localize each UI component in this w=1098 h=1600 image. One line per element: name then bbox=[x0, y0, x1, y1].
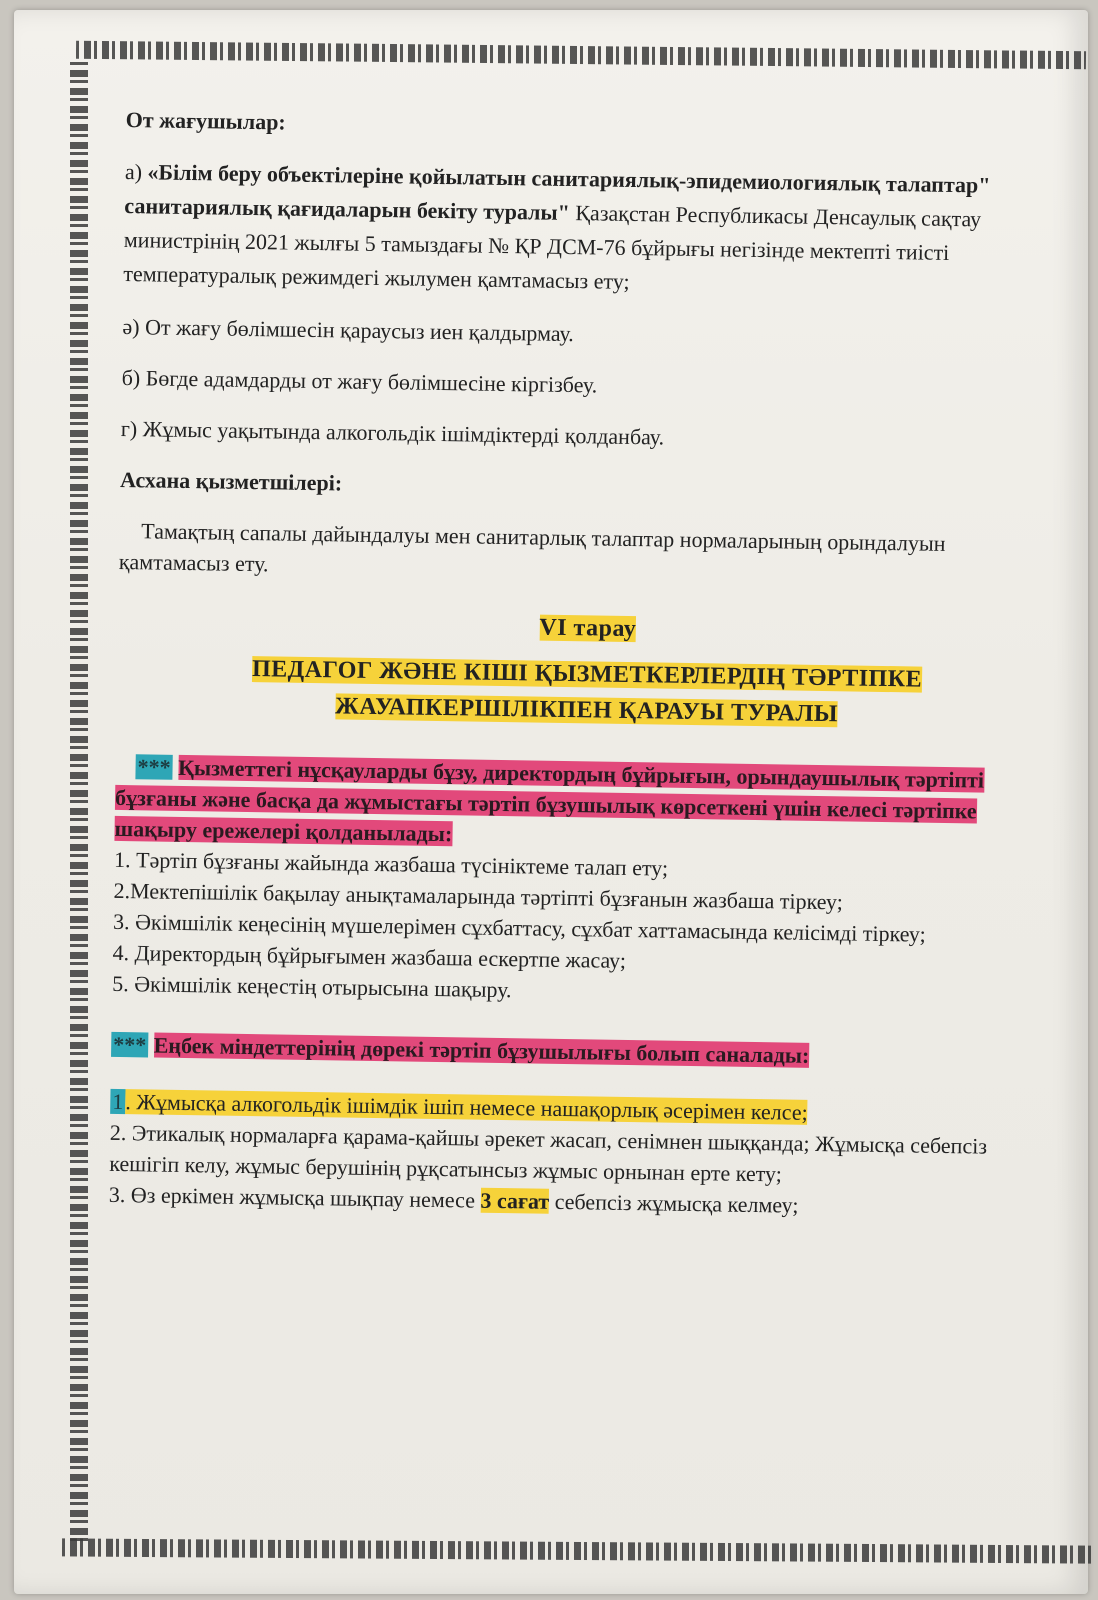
kitchen-heading: Асхана қызметшілері: bbox=[119, 466, 343, 496]
fire-heading: От жағушылар: bbox=[125, 106, 286, 135]
section-title-line-2: ЖАУАПКЕРШІЛІКПЕН ҚАРАУЫ ТУРАЛЫ bbox=[334, 693, 839, 728]
gross-item-1-text: . Жұмысқа алкогольдік ішімдік ішіп немесе нашақорлық әсерімен келсе; bbox=[125, 1089, 808, 1125]
section-number-label: VI тарау bbox=[539, 614, 637, 643]
violations-intro-text: Қызметтегі нұсқауларды бұзу, директордың бұйрығын, орындаушылық тәртіпті бұзғаны және басқа да жұмыстағы тәртіп бұзушылық көрсеткені үшін келесі тәртіпке шақыру ережелері қолданылады: bbox=[114, 754, 985, 847]
item-a-prefix: а) bbox=[124, 158, 143, 185]
decorative-border-left bbox=[70, 62, 88, 1546]
gross-item-2: 2. Этикалық нормаларға қарама-қайшы әрекет жасап, сенімнен шыққанда; Жұмысқа себепсіз кешігіп келу, жұмыс берушінің рұқсатынсыз жұмыс орнынан ерте кету; bbox=[109, 1119, 988, 1187]
item-b: б) Бөгде адамдарды от жағу бөлімшесіне кіргізбеу. bbox=[121, 364, 598, 398]
gross-heading bbox=[111, 1029, 1051, 1075]
measures-list bbox=[112, 844, 1054, 1014]
item-ae: ә) От жағу бөлімшесін қараусыз иен қалдырмау. bbox=[122, 313, 574, 347]
decorative-border-bottom bbox=[62, 1538, 1092, 1563]
measure-item: 3. Әкімшілік кеңесінің мүшелерімен сұхбаттасу, сұхбат хаттамасында келісімді тіркеу; bbox=[112, 908, 926, 947]
item-a-text: Қазақстан Республикасы Денсаулық сақтау министрінің 2021 жылғы 5 тамыздағы № ҚР ДСМ-76 бұйрығы негізінде мектепті тиісті температуралық режимдегі жылумен қамтамасыз ету; bbox=[123, 200, 982, 294]
stars-marker: *** bbox=[137, 754, 171, 780]
item-g: г) Жұмыс уақытында алкогольдік ішімдіктерді қолданбау. bbox=[120, 415, 665, 450]
gross-item-3-pre: 3. Өз еркімен жұмысқа шықпау немесе bbox=[108, 1181, 476, 1213]
document-content bbox=[109, 104, 1066, 1225]
item-a bbox=[123, 155, 1065, 306]
measure-item: 2.Мектепішілік бақылау анықтамаларында тәртіпті бұзғанын жазбаша тіркеу; bbox=[113, 877, 844, 915]
measure-item: 5. Әкімшілік кеңестің отырысына шақыру. bbox=[111, 970, 512, 1003]
section-number bbox=[118, 603, 1058, 654]
item-a-title: «Білім беру объектілеріне қойылатын санитариялық-эпидемиологиялық талаптар" санитариялық қағидаларын бекіту туралы" bbox=[124, 159, 991, 225]
kitchen-text: Тамақтың сапалы дайындалуы мен санитарлық талаптар нормаларының орындалуын қамтамасыз ету. bbox=[118, 518, 946, 577]
decorative-border-top bbox=[76, 41, 1086, 70]
gross-item-1-number: 1 bbox=[112, 1088, 124, 1115]
measure-item: 4. Директордың бұйрығымен жазбаша ескертпе жасау; bbox=[112, 939, 627, 973]
gross-item-3-post: себепсіз жұмысқа келмеу; bbox=[554, 1188, 799, 1218]
section-title-line-1: ПЕДАГОГ ЖӘНЕ КІШІ ҚЫЗМЕТКЕРЛЕРДІҢ ТӘРТІПКЕ bbox=[251, 656, 923, 693]
section-title bbox=[116, 649, 1057, 736]
violations-intro bbox=[114, 751, 1055, 859]
measure-item: 1. Тәртіп бұзғаны жайында жазбаша түсініктеме талап ету; bbox=[113, 846, 669, 881]
gross-heading-text: Еңбек міндеттерінің дөрекі тәртіп бұзушылығы болып саналады: bbox=[153, 1032, 810, 1068]
gross-item-3-highlight: 3 сағат bbox=[480, 1187, 550, 1214]
stars-marker-2: *** bbox=[113, 1031, 147, 1058]
